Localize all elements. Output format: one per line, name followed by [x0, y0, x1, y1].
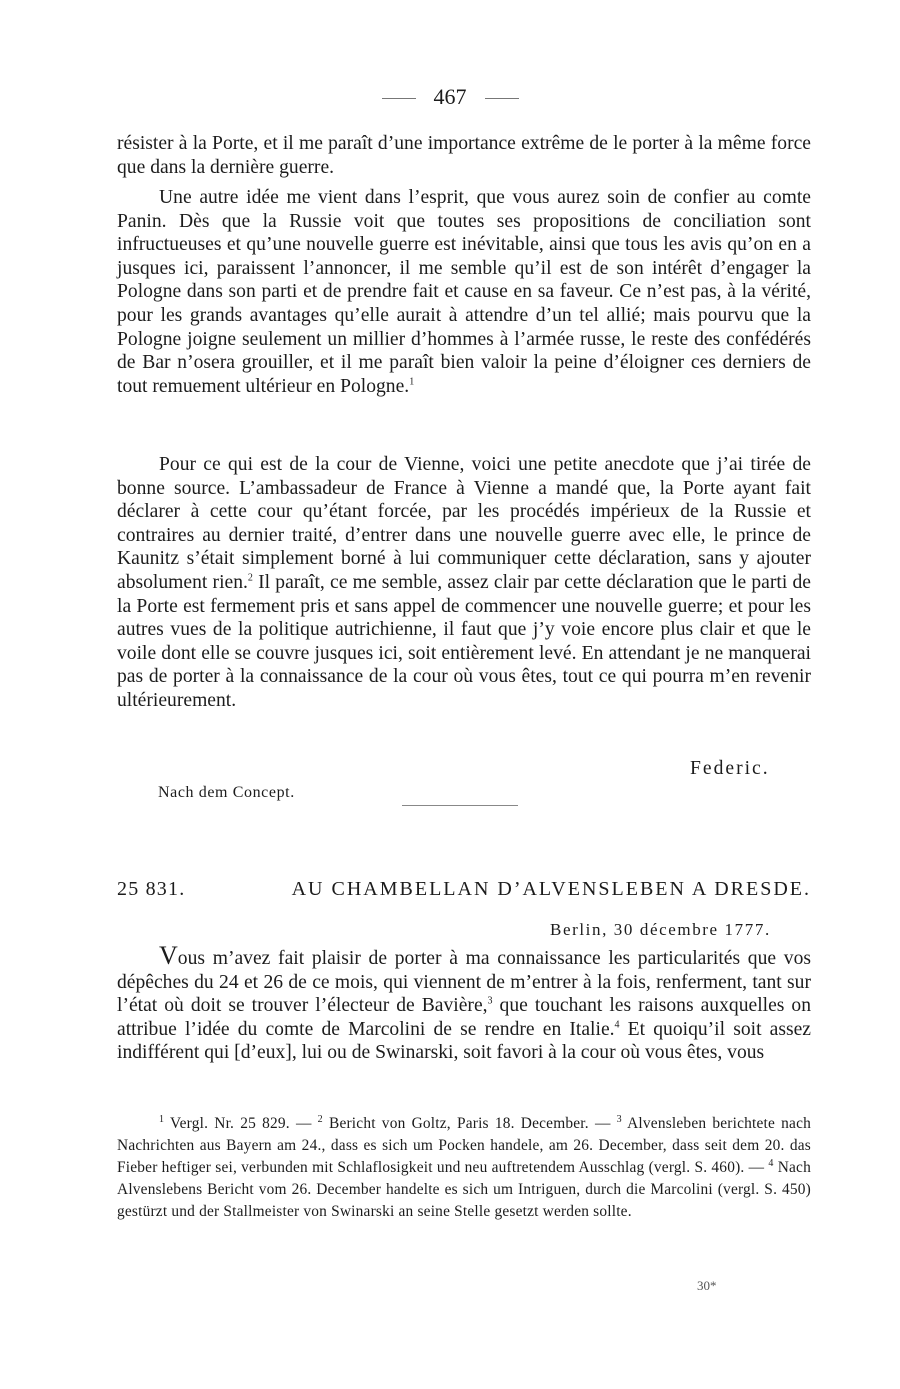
paragraph-3-text-b: Il paraît, ce me semble, assez clair par cette déclaration que le parti de la Porte est fermement pris et sans appel de commencer une nouvelle guerre; et pour les autres vues de la politique autrichienne, il faut que j’y voie encore plus clair et que le voile dont elle se couvre jusques ici, soit entièrement levé. En attendant je ne manquerai pas de porter à la connaissance de la cour où vous êtes, tout ce qui pourra m’en revenir ultérieurement.	[117, 571, 811, 711]
signature: Federic.	[690, 758, 770, 779]
printer-signature-mark: 30*	[697, 1278, 717, 1293]
footnote-4: Nach Alvenslebens Bericht vom 26. December handelte es sich um Intriguen, durch die Marcolini (vergl. S. 450) gestürzt und der Stallmeister von Swinarski an seine Stelle gesetzt werden sollte.	[117, 1159, 811, 1220]
footnote-2-mark: 2	[317, 1113, 323, 1125]
source-note: Nach dem Concept.	[158, 784, 295, 801]
dropcap: V	[159, 941, 178, 970]
paragraph-2-text: Une autre idée me vient dans l’esprit, que vous aurez soin de confier au comte Panin. Dès que la Russie voit que toutes ses propositions de conciliation sont infructueuses et qu’une nouvelle guerre est inévitable, ainsi que tous les avis qu’on en a jusques ici, paraissent l’annoncer, il me semble qu’il est de son intérêt d’engager la Pologne dans son parti et de prendre fait et cause en sa faveur. Ce n’est pas, à la vérité, pour les grands avantages qu’elle aurait à attendre d’un tel allié; mais pourvu que la Pologne joigne seulement un millier d’hommes à l’armée russe, le reste des confédérés de Bar n’osera grouiller, et il me paraît bien valoir la peine d’éloigner ces derniers de tout remuement ultérieur en Pologne.	[117, 187, 811, 397]
footnote-3-mark: 3	[616, 1113, 622, 1125]
footnote-ref-1: 1	[409, 376, 415, 388]
footnote-ref-2: 2	[247, 572, 253, 584]
footnotes	[117, 1113, 811, 1223]
footnote-ref-3: 3	[487, 995, 493, 1007]
footnote-1: Vergl. Nr. 25 829. —	[164, 1115, 318, 1132]
footnote-3: Alvensleben berichtete nach Nachrichten aus Bayern am 24., dass es sich um Pocken handele, am 26. December, dass seit dem 20. das Fieber heftiger sei, verbunden mit Schlaflosigkeit und neu auftretendem Ausschlag (vergl. S. 460). —	[117, 1115, 812, 1176]
letter-one-paragraph-3	[117, 453, 811, 713]
letter-title: AU CHAMBELLAN D’ALVENSLEBEN A DRESDE.	[291, 878, 811, 900]
page-number	[0, 84, 900, 110]
letter-number: 25 831.	[117, 878, 186, 900]
page-number-text: 467	[433, 84, 467, 109]
footnote-4-mark: 4	[768, 1157, 774, 1169]
letter-two-body-b: que touchant les raisons auxquelles on attribue l’idée du comte de Marcolini de se rendre en Italie.	[117, 995, 811, 1040]
letter-one-paragraph-1: résister à la Porte, et il me paraît d’une importance extrême de le porter à la même force que dans la dernière guerre.	[117, 133, 811, 178]
page-number-rule-right	[485, 98, 519, 99]
footnote-2: Bericht von Goltz, Paris 18. December. —	[322, 1115, 617, 1132]
dateline: Berlin, 30 décembre 1777.	[550, 920, 771, 939]
letter-two-body-a: ous m’avez fait plaisir de porter à ma connaissance les particularités que vos dépêches du 24 et 26 de ce mois, qui viennent de m’entrer à la fois, renferment, tant sur l’état où doit se trouver l’électeur de Bavière,	[117, 948, 811, 1017]
letter-heading	[117, 878, 811, 901]
letter-one-paragraph-2	[117, 186, 811, 398]
page-number-rule-left	[382, 98, 416, 99]
footnote-ref-4: 4	[614, 1019, 620, 1031]
letter-two-body-c: Et quoiqu’il soit assez indifférent qui [d’eux], lui ou de Swinarski, soit favori à la cour où vous êtes, vous	[117, 1018, 811, 1064]
paragraph-3-text-a: Pour ce qui est de la cour de Vienne, voici une petite anecdote que j’ai tirée de bonne source. L’ambassadeur de France à Vienne a mandé que, la Porte ayant fait déclarer à cette cour qu’étant forcée, par les procédés impérieux de la Russie et contraires au dernier traité, d’entrer dans une nouvelle guerre avec elle, le prince de Kaunitz s’était simplement borné à lui communiquer cette déclaration, sans y ajouter absolument rien.	[117, 454, 811, 593]
footnote-1-mark: 1	[159, 1113, 165, 1125]
section-divider	[402, 805, 518, 806]
letter-two-body	[117, 941, 811, 1065]
